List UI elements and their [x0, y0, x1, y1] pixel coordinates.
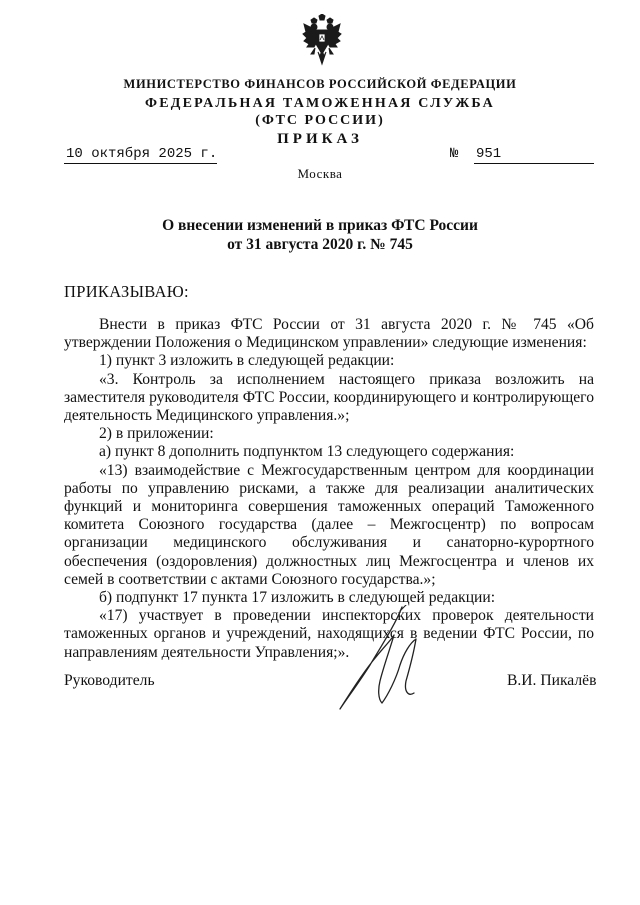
body-paragraph: 2) в приложении: [99, 425, 214, 443]
document-date: 10 октября 2025 г. [66, 146, 218, 162]
service-abbreviation: (ФТС РОССИИ) [255, 113, 385, 128]
body-paragraph: б) подпункт 17 пункта 17 изложить в следующей редакции: [99, 589, 496, 607]
body-paragraph: «17) участвует в проведении инспекторских проверок деятельности таможенных органов и учреждений, находящихся в ведении ФТС России, по направлениям деятельности Управления;». [64, 607, 594, 661]
body-paragraph: а) пункт 8 дополнить подпунктом 13 следующего содержания: [99, 443, 515, 461]
signer-title: Руководитель [64, 672, 155, 689]
service-name: ФЕДЕРАЛЬНАЯ ТАМОЖЕННАЯ СЛУЖБА [145, 96, 495, 111]
ministry-name: МИНИСТЕРСТВО ФИНАНСОВ РОССИЙСКОЙ ФЕДЕРАЦИИ [123, 77, 517, 91]
document-subject-line1: О внесении изменений в приказ ФТС России [162, 217, 478, 234]
document-city: Москва [297, 166, 343, 181]
body-paragraph: Внести в приказ ФТС России от 31 августа 2020 г. № 745 «Об утверждении Положения о Медицинском управлении» следующие изменения: [64, 316, 594, 352]
signer-name: В.И. Пикалёв [507, 672, 597, 689]
handwritten-signature-icon [330, 605, 430, 715]
document-number: 951 [476, 146, 502, 162]
body-paragraph: 1) пункт 3 изложить в следующей редакции: [99, 352, 395, 370]
date-underline [64, 163, 217, 164]
decree-word: ПРИКАЗЫВАЮ: [64, 282, 189, 301]
body-paragraph: «13) взаимодействие с Межгосударственным центром для координации работы по управлению рисками, а также для реализации аналитических функций и мониторинга совершения таможенных операций Таможенного комитета Союзного государства (далее – Межгосцентр) по вопросам организации медицинского обслуживания и санаторно-курортного обеспечения (оздоровления) должностных лиц Межгосцентра и членов их семей в соответствии с актами Союзного государства.»; [64, 461, 594, 588]
document-subject-line2: от 31 августа 2020 г. № 745 [227, 236, 413, 253]
body-paragraph: «3. Контроль за исполнением настоящего приказа возложить на заместителя руководителя ФТС России, координирующего и контролирующего деятельность Медицинского управления.»; [64, 370, 594, 425]
document-type: ПРИКАЗ [277, 131, 363, 147]
document-body [64, 316, 594, 662]
number-sign: № [450, 146, 459, 162]
number-underline [474, 163, 594, 164]
state-emblem-icon [302, 14, 342, 66]
